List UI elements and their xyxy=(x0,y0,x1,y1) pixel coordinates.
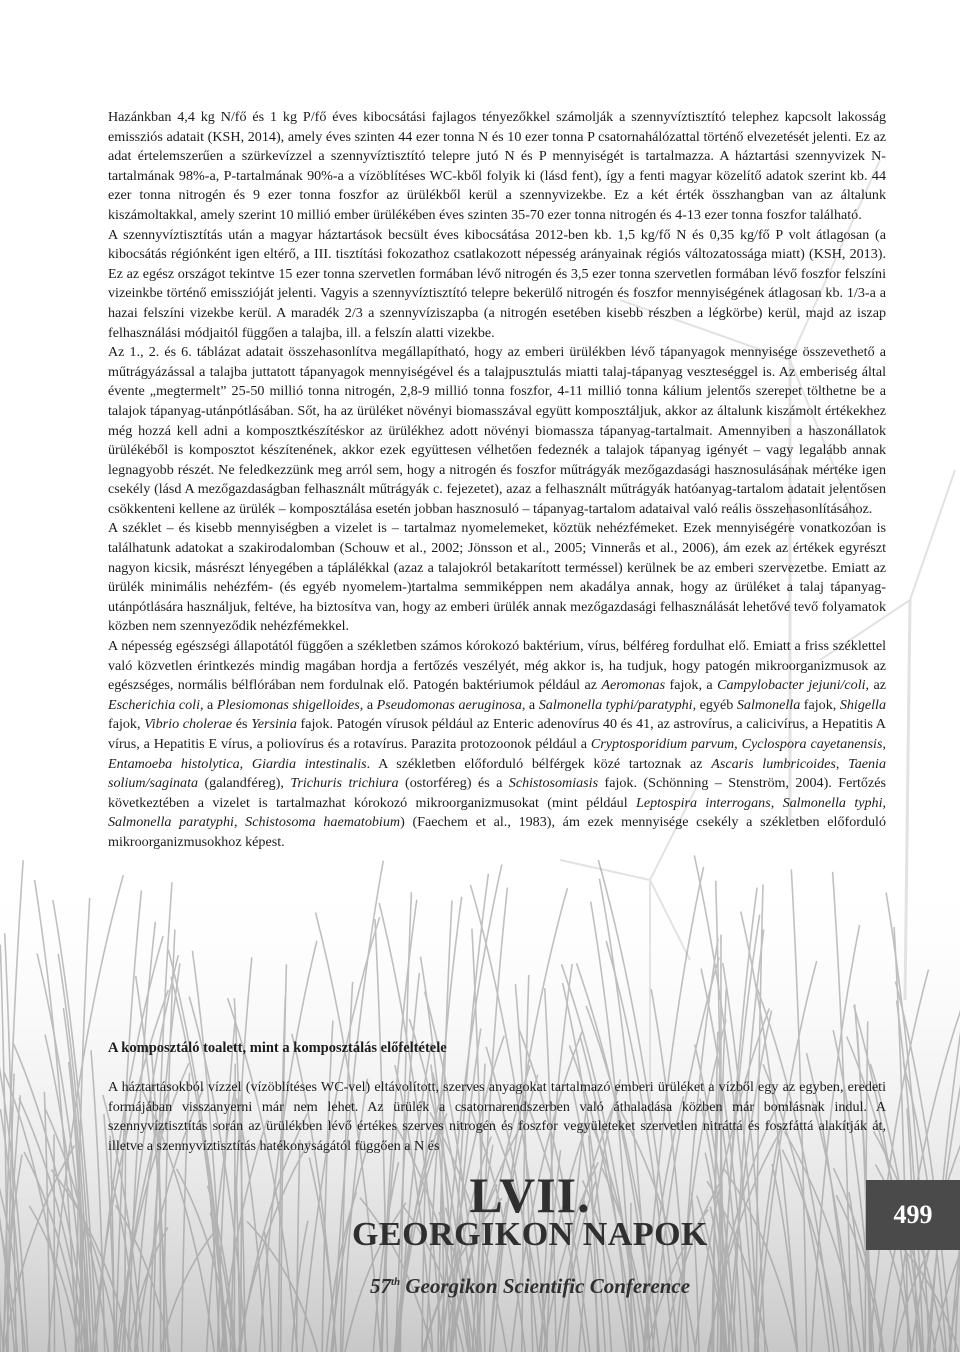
italic-term: Entamoeba histolytica xyxy=(108,755,240,772)
italic-term: Yersinia xyxy=(251,716,297,733)
conference-subtitle xyxy=(270,1274,790,1299)
page-number-text: 499 xyxy=(893,1200,933,1229)
text-run: , xyxy=(233,814,246,831)
italic-term: Salmonella xyxy=(736,696,801,713)
text-run: , xyxy=(882,794,887,811)
italic-term: Pseudomonas aeruginosa xyxy=(376,696,522,713)
text-run: (ostorféreg) és a xyxy=(398,775,509,792)
text-run: , xyxy=(835,755,849,772)
italic-term: Leptospira interrogans xyxy=(636,794,771,811)
italic-term: Aeromonas xyxy=(601,677,666,694)
section-heading: A komposztáló toalett, mint a komposztálás előfeltétele xyxy=(108,1040,447,1056)
italic-term: Taenia solium/saginata xyxy=(108,755,887,792)
text-run: , egyéb xyxy=(692,696,737,713)
italic-term: Schistosoma haematobium xyxy=(245,814,401,831)
italic-term: Shigella xyxy=(839,696,887,713)
text-run: Az 1., 2. és 6. táblázat adatait összehasonlítva megállapítható, hogy az emberi ürülékben lévő tápanyagok mennyisége összevethető a műtrágyázással a talajba juttatott tápanyagok mennyiségével és a talajpusztulás miatti talaj-tápanyag veszteséggel is. Az emberiség által évente „megtermelt” 25-50 millió tonna nitrogén, 2,8-9 millió tonna foszfor, 4-11 millió tonna kálium jelentős szerepet tölthetne be a talajok tápanyag-utánpótlásában. Sőt, ha az ürüléket növényi biomasszával együtt komposztáljuk, akkor az általunk kiszámolt értékekhez még hozzá kell adni a komposztkészítéskor az ürülékhez adott növényi biomassza tápanyag-tartalmait. Amennyiben a haszonállatok ürülékéből is komposztot készítenének, akkor ezek együttesen vélhetően fedeznék a talajok tápanyag igényét – vagy legalább annak legnagyobb részét. Ne feledkezzünk meg arról sem, hogy a nitrogén és foszfor műtrágyák mezőgazdasági hasznosulásának mértéke igen csekély (lásd A mezőgazdaságban felhasznált műtrágyák c. fejezetet), azaz a felhasznált műtrágyák hatóanyag-tartalom adatait jelentősen csökkenteni kellene az ürülék – komposztálása esetén jobban hasznosuló – tápanyag-tartalom adataival való reális összehasonlításához. xyxy=(108,344,886,517)
section-body-paragraph: A háztartásokból vízzel (vízöblítéses WC-vel) eltávolított, szerves anyagokat tartalmazó emberi ürüléket a vízből egy az egyben, eredeti formájában visszanyerni már nem lehet. Az ürülék a csatornarendszerben való áthaladása közben már bomlásnak indul. A szennyvíztisztítás során az ürülékben lévő értékes szerves nitrogén és foszfor vegyületeket szervetlen nitráttá és foszfáttá alakítják át, illetve a szennyvíztisztítás hatékonyságától függően a N és xyxy=(108,1079,886,1154)
text-run: és xyxy=(232,716,252,733)
italic-term: Salmonella typhi/paratyphi xyxy=(538,696,693,713)
text-run: , a xyxy=(359,696,377,713)
text-run: (galandféreg), xyxy=(198,775,291,792)
italic-term: Escherichia coli xyxy=(108,696,200,713)
text-run: , a xyxy=(521,696,539,713)
text-run: A széklet – és kisebb mennyiségben a vizelet is – tartalmaz nyomelemeket, köztük nehézfémeket. Ezek mennyiségére vonatkozóan is találhatunk adatokat a szakirodalomban (Schouw et al., 2002; Jönsson et al., 2005; Vinnerås et al., 2006), ám ezek az értékek egyrészt nagyon kicsik, másrészt lényegében a táplálékkal (azaz a talajokról betakarított terméssel) kerülnek be az emberi szervezetbe. Emiatt az ürülék minimális nehézfém- (és egyéb nyomelem-)tartalma semmiképpen nem akadálya annak, hogy az ürüléket a talaj tápanyag-utánpótlására használjuk, feltéve, ha biztosítva van, hogy az emberi ürülék annak mezőgazdasági felhasználását lehetővé tevő folyamatok közben nem szennyeződik nehézfémekkel. xyxy=(108,520,886,635)
paragraph xyxy=(108,226,886,344)
text-run: A népesség egészségi állapotától függően a székletben számos kórokozó baktérium, vírus, bélféreg fordulhat elő. Emiatt a friss széklettel való közvetlen érintkezés mindig magában hordja a fertőzés veszélyét, még akkor is, ha tudjuk, hogy patogén mikroorganizmusok az egészséges, normális bélflórában nem fordulnak elő. Patogén baktériumok például az xyxy=(108,638,886,694)
italic-term: Ascaris lumbricoides xyxy=(711,755,836,772)
text-run: A szennyvíztisztítás után a magyar háztartások becsült éves kibocsátása 2012-ben kb. 1,5 kg/fő N és 0,35 kg/fő P volt átlagosan (a kibocsátás régiónként igen eltérő, a III. tisztítási fokozathoz csatlakozott népesség arányainak régiós változatossága miatt) (KSH, 2013). Ez az egész országot tekintve 15 ezer tonna szervetlen formában lévő nitrogén és 3,5 ezer tonna szervetlen formában lévő foszfor felszíni vizeinkbe történő emisszióját jelenti. Vagyis a szennyvíztisztító telepre bekerülő nitrogén és foszfor mennyiségének átlagosan kb. 1/3-a a hazai felszíni vizekbe kerül. A maradék 2/3 a szennyvíziszapba (a nitrogén esetében kisebb részben a légkörbe) kerül, majd az iszap felhasználási módjaitól függően a talajba, ill. a felszín alatti vizekbe. xyxy=(108,226,886,341)
text-run: fajok, a xyxy=(665,677,718,694)
subtitle-number: 57 xyxy=(369,1274,391,1298)
text-run: Hazánkban 4,4 kg N/fő és 1 kg P/fő éves kibocsátási fajlagos tényezőkkel számolják a szennyvíztisztító telephez kapcsolt lakosság emissziós adatait (KSH, 2014), amely éves szinten 44 ezer tonna N és 10 ezer tonna P csatornahálózattal történő elvezetését jelenti. Ez az adat értelemszerűen a szürkevízzel a szennyvíztisztító telepre jutó N és P mennyiségét is tartalmazza. A háztartási szennyvizek N-tartalmának 98%-a, P-tartalmának 90%-a a vízöblítéses WC-kből folyik ki (lásd fent), így a fenti magyar közelítő adatok szerint kb. 44 ezer tonna nitrogén és 9 ezer tonna foszfor az ürülékből kerül a szennyvizekbe. Ez a két érték összhangban van az általunk kiszámoltakkal, amely szerint 10 millió ember ürülékében éves szinten 35-70 ezer tonna nitrogén és 4-13 ezer tonna foszfor található. xyxy=(108,109,886,223)
subtitle-ordinal: th xyxy=(390,1276,401,1288)
text-run: , xyxy=(882,736,886,752)
paragraph xyxy=(108,108,886,226)
text-run: . A székletben előforduló bélférgek közé tartoznak az xyxy=(366,755,712,772)
italic-term: Trichuris trichiura xyxy=(290,775,399,792)
paragraph xyxy=(108,519,886,637)
body-text xyxy=(108,108,886,853)
text-run: fajok. Patogén vírusok például az Enteric adenovírus 40 és 41, az astrovírus, a calicivírus, a Hepatitis A vírus, a Hepatitis E vírus, a poliovírus és a rotavírus. Parazita protozoonok például a xyxy=(108,716,886,752)
text-run: fajok, xyxy=(800,696,840,713)
subtitle-rest: Georgikon Scientific Conference xyxy=(400,1274,691,1298)
text-run: , xyxy=(734,736,742,752)
page-number xyxy=(866,1180,960,1250)
italic-term: Salmonella typhi xyxy=(782,794,883,811)
paragraph xyxy=(108,637,886,853)
paragraph xyxy=(108,343,886,519)
italic-term: Campylobacter jejuni/coli xyxy=(717,677,866,694)
text-run: , a xyxy=(200,696,217,713)
text-run: fajok. (Schönning – Stenström, 2004). Fertőzés következtében a vizelet is tartalmazhat kórokozó mikroorganizmusokat (mint például xyxy=(108,775,886,811)
italic-term: Cyclospora cayetanensis xyxy=(741,736,883,752)
italic-term: Giardia intestinalis xyxy=(251,755,367,772)
italic-term: Schistosomiasis xyxy=(508,775,599,792)
text-run: , az xyxy=(865,677,886,694)
text-run: ) (Faechem et al., 1983), ám ezek mennyisége csekély a székletben előforduló mikroorganizmusokhoz képest. xyxy=(108,814,886,850)
text-run: , xyxy=(239,755,252,772)
conference-title: GEORGIKON NAPOK xyxy=(351,1216,709,1253)
text-run: fajok, xyxy=(108,716,145,733)
italic-term: Cryptosporidium parvum xyxy=(590,736,735,752)
italic-term: Salmonella paratyphi xyxy=(108,814,234,831)
italic-term: Plesiomonas shigelloides xyxy=(216,696,360,713)
text-run: , xyxy=(770,794,783,811)
italic-term: Vibrio cholerae xyxy=(144,716,233,733)
conference-edition: LVII. xyxy=(469,1167,591,1223)
